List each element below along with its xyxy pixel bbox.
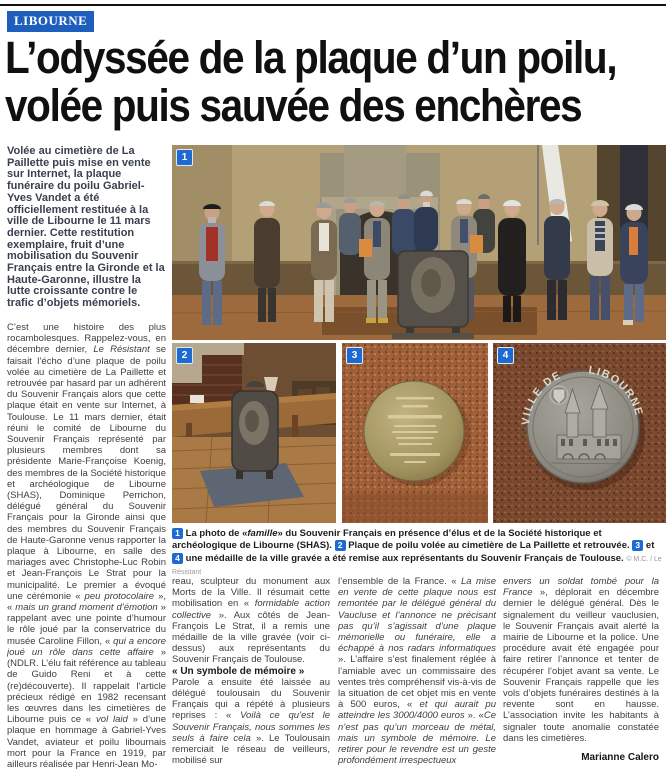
subheading: « Un symbole de mémoire »: [172, 665, 305, 677]
section-kicker: LIBOURNE: [7, 11, 94, 32]
photo-block: [172, 145, 666, 565]
photo-caption: 1 La photo de «famille» du Souvenir Français en présence d’élus et de la Société historique et archéologique de Libourne (SHAS). 2 Plaque de poilu volée au cimetière de La Paillette et retrouvée. 3 et 4 une médaille de la ville gravée a été remise aux représentants du Souvenir Français de Toulouse. © M.C. / Le Résistant: [172, 528, 662, 576]
paragraph: Parole a ensuite été laissée au délégué toulousain du Souvenir Français qui a répété à plusieurs reprises : « Voilà ce qu’est le Souvenir Français, nous sommes les seuls à faire cela ». Le Toulousain remerciait le réseau de veilleurs, mobilisé sur: [172, 676, 330, 767]
headline-line-1: L’odyssée de la plaque d’un poilu,: [5, 32, 617, 83]
photo-medal-city: [493, 343, 666, 523]
photo-group-souvenir-francais: [172, 145, 666, 340]
article-column-3: [338, 576, 496, 774]
paragraph: C’est une histoire des plus rocambolesques. Rappelez-vous, en décembre dernier, Le Résistant se faisait l’écho d’une plaque de poilu volée au cimetière de La Paillette et retrouvée par hasard par un adhérent du Souvenir Français alors que cette plaque était en vente sur Internet, à Toulouse. Le 11 mars dernier, était réuni le comité de Libourne du Souvenir Français représenté par plusieurs membres dont sa présidente Marie-Françoise Koenig, des membres de la Société historique et archéologique de Libourne (SHAS), Dominique Perrichon, délégué général du Souvenir Français pour la Gironde ainsi que des membres du Souvenir Français de Haute-Garonne venus rapporter la plaque à Libourne, en salle des mariages avec Christophe-Luc Robin et Jean-François Le Strat pour la municipalité. Le premier a évoqué une cérémonie « peu protocolaire », « mais un grand moment d’émotion » rappelant avec une pointe d’humour le rôle joué par la conservatrice du musée Caroline Fillon, « qui a encore joué un rôle dans cette affaire » (NDLR. L’élu fait référence au tableau de Guido Reni et à cette (re)découverte). Il rappelait l’article précieux rédigé en 1982 recensant les œuvres dans les cimetières de Libourne puis ce « vol laid » d’une plaque en hommage à Gabriel-Yves Vandet, aviateur et poilu libournais mort pour la France en 1919, par ailleurs réalisée par Henri-Jean Mo-: [7, 322, 166, 770]
photo-badge-1: 1: [176, 149, 193, 166]
medal-arc-text-ville-de: VILLE DE: [519, 369, 564, 426]
memorial-plaque: [232, 381, 278, 479]
paragraph: l’ensemble de la France. « La mise en vente de cette plaque nous est remontée par le délégué général du Vaucluse et l’annonce ne précisant pas qu’il s’agissait d’une plaque mémorielle ou funéraire, elle a échappé à nos radars informatiques ». L’affaire s’est finalement réglée à l’amiable avec un commissaire des ventes très compréhensif vis-à-vis de la situation de cet objet mis en vente à 500 euros, « et qui aurait pu atteindre les 3000/4000 euros ». «Ce n’est pas qu’un morceau de métal, mais un symbole de mémoire. Le retirer pour le revendre est un geste profondément irrespectueux: [338, 576, 496, 767]
headline-line-2: volée puis sauvée des enchères: [5, 80, 582, 131]
article-lede: Volée au cimetière de La Paillette puis mise en vente sur Internet, la plaque funéraire du poilu Gabriel-Yves Vandet a été officiellement restituée à la ville de Libourne le 11 mars dernier. Cette restitution exemplaire, fruit d’une mobilisation du Souvenir Français entre la Gironde et la Haute-Garonne, illustre la lutte croissante contre le trafic d’objets mémoriels.: [7, 145, 165, 310]
plaque-room-illustration: [172, 343, 336, 523]
medal-arc-text-libourne: LIBOURNE: [587, 364, 645, 418]
paragraph: reau, sculpteur du monument aux Morts de la Ville. Il résumait cette mobilisation en « formidable action collective ». Aux côtés de Jean-François Le Strat, il a remis une médaille de la ville gravée (voir ci-dessus) aux représentants du Souvenir Français de Toulouse.: [172, 576, 330, 666]
photo-plaque-room: [172, 343, 336, 523]
photo-medal-engraved: [342, 343, 488, 523]
byline: Marianne Calero: [581, 752, 659, 764]
medal-crest: [550, 386, 568, 404]
city-medal-illustration: [493, 343, 666, 523]
top-rule: [0, 4, 666, 6]
article-column-2: [172, 576, 330, 774]
article-column-1: [7, 322, 166, 772]
article-column-4: [503, 576, 659, 774]
photo-badge-4: 4: [497, 347, 514, 364]
headline: [5, 34, 665, 130]
group-photo-illustration: [172, 145, 666, 340]
paragraph: envers un soldat tombé pour la France », déplorait en décembre dernier le délégué général. Dès le signalement du veilleur vauclusien, le Souvenir Français avait alerté la mairie de Libourne et la police. Une procédure avait été engagée pour faire retirer l’annonce et tenter de récupérer l’objet avant sa vente. Le Souvenir Français rappelle que les vols d’objets funéraires destinés à la revente sont en hausse. L’association invite les habitants à signaler toute anomalie constatée dans les cimetières.: [503, 576, 659, 744]
photo-badge-2: 2: [176, 347, 193, 364]
photo-badge-3: 3: [346, 347, 363, 364]
engraved-medal-illustration: [342, 343, 488, 523]
memorial-plaque: [392, 251, 474, 339]
